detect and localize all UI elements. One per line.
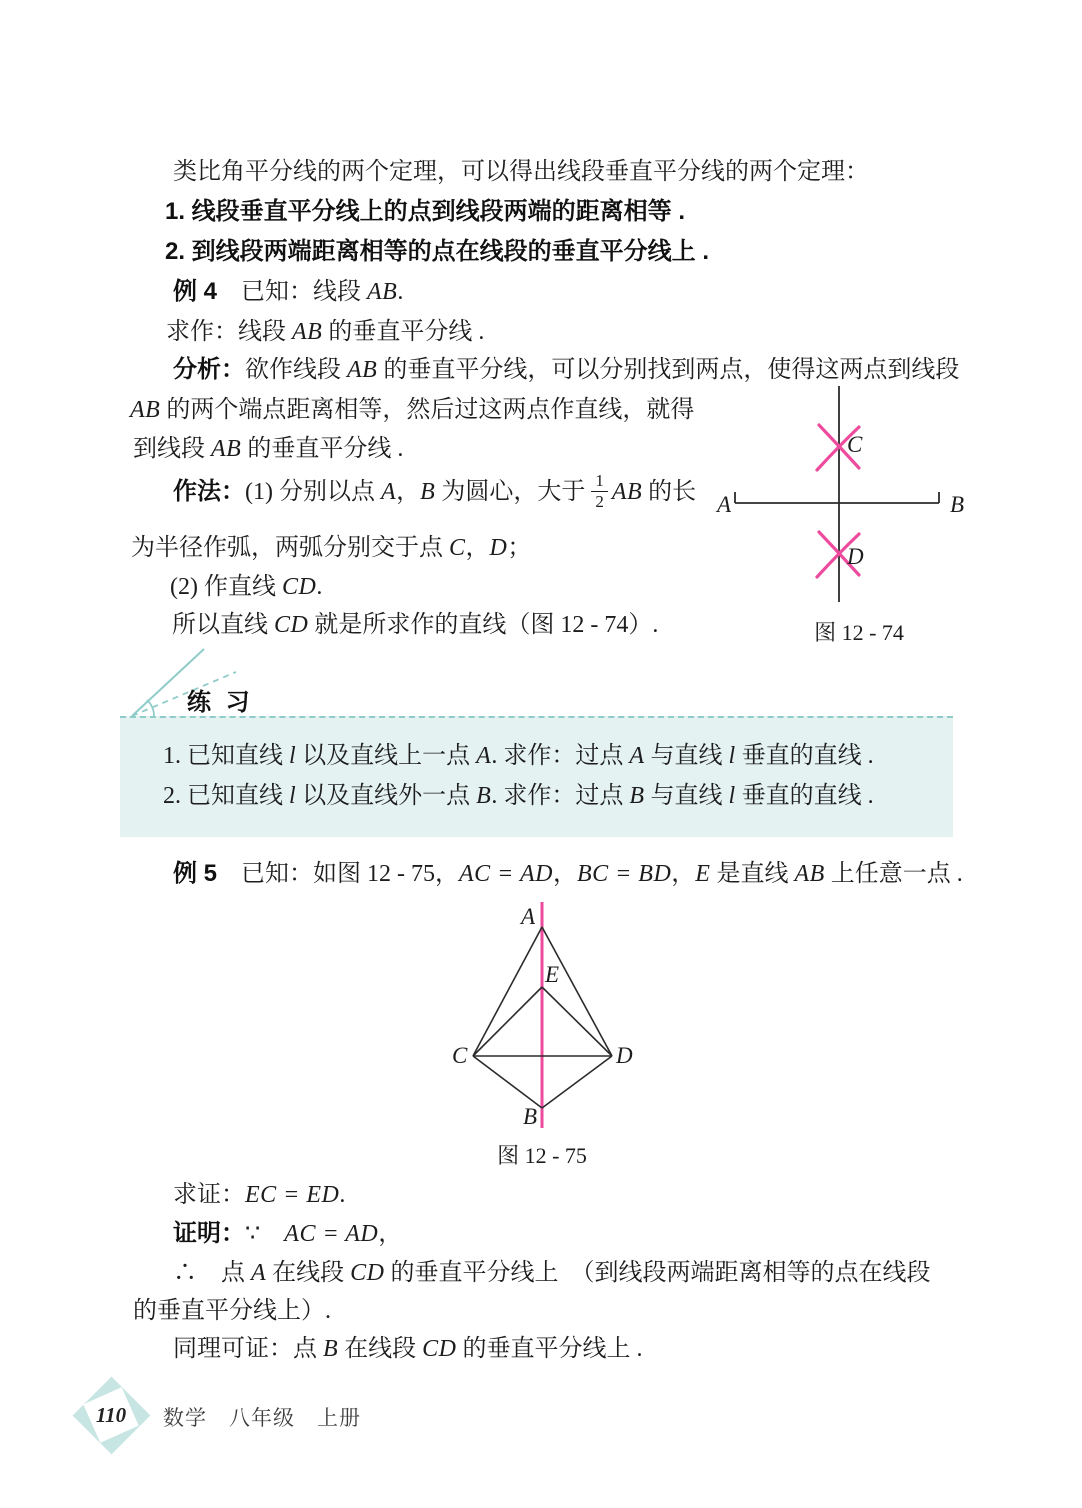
example-label: 例 5: [173, 860, 218, 887]
caption-text: 图 12 - 74: [814, 620, 904, 645]
practice-item-1: [163, 742, 874, 770]
example4-conclusion-line: [172, 611, 658, 639]
text-run: .: [397, 279, 404, 305]
math-run: A: [476, 743, 492, 769]
text-run: ，: [465, 535, 490, 561]
point-label-a: A: [521, 904, 536, 929]
text-run: 类比角平分线的两个定理，可以得出线段垂直平分线的两个定理：: [173, 159, 869, 185]
math-run: C: [449, 535, 466, 561]
text-run: 欲作线段: [245, 357, 347, 383]
example4-analysis-line2: [130, 396, 694, 424]
text-run: 在线段: [266, 1260, 351, 1286]
point-label-c: C: [452, 1043, 468, 1068]
caption-text: 图 12 - 75: [497, 1143, 587, 1168]
text-run: ，: [396, 478, 421, 505]
edge-ed: [542, 987, 612, 1056]
text-run: (2) 作直线: [170, 574, 282, 600]
math-run: CD: [274, 612, 309, 638]
text-run: ，: [671, 861, 696, 887]
math-run: A: [251, 1260, 267, 1286]
math-run: l: [728, 743, 736, 769]
math-run: CD: [281, 574, 317, 600]
text-run: (1) 分别以点: [245, 478, 381, 505]
text-run: 是直线: [710, 861, 795, 887]
text-run: .: [316, 574, 323, 600]
point-label-e: E: [545, 962, 560, 987]
text-run: 求作：线段: [166, 319, 292, 345]
figure-12-74: [713, 380, 978, 612]
text-run: 的垂直平分线上 （到线段两端距离相等的点在线段: [384, 1260, 931, 1286]
text-run: 同理可证：点: [173, 1336, 323, 1362]
text-run: 练 习: [187, 689, 254, 716]
math-run: AB: [292, 319, 323, 345]
point-label-d: D: [616, 1043, 633, 1068]
text-run: 2. 到线段两端距离相等的点在线段的垂直平分线上 .: [165, 238, 710, 265]
point-label-a: A: [717, 492, 732, 517]
text-run: 的长: [642, 478, 697, 505]
point-label-b: B: [523, 1104, 538, 1129]
example4-method-line2: [131, 534, 531, 562]
text-run: 为半径作弧，两弧分别交于点: [131, 535, 449, 561]
text-run: 已知：如图 12 - 75，: [217, 861, 460, 887]
proof-claim-line: [173, 1181, 345, 1209]
text-run: .: [339, 1182, 346, 1208]
figure-12-75: [395, 898, 695, 1136]
math-run: EC = ED: [245, 1182, 340, 1208]
text-run: ，: [378, 1221, 403, 1247]
math-run: B: [629, 783, 645, 809]
math-run: AC = AD: [284, 1221, 379, 1247]
practice-box: [120, 716, 953, 837]
text-run: 与直线: [644, 783, 729, 809]
proof-label: 证明：: [173, 1220, 245, 1247]
math-run: B: [323, 1336, 339, 1362]
math-run: E: [695, 861, 711, 887]
math-run: l: [728, 783, 736, 809]
text-run: . 求作：过点: [491, 743, 630, 769]
fraction-denominator: 2: [595, 491, 604, 511]
analysis-label: 分析：: [173, 356, 245, 383]
math-run: B: [420, 478, 436, 505]
example4-given-line: [173, 278, 403, 306]
math-run: AB: [611, 478, 643, 505]
example-label: 例 4: [173, 278, 218, 305]
math-run: l: [289, 783, 297, 809]
edge-bd: [542, 1056, 612, 1108]
intro-line: [173, 158, 869, 186]
text-run: 垂直的直线 .: [735, 783, 874, 809]
text-run: 就是所求作的直线（图 12 - 74）.: [308, 612, 659, 638]
math-run: CD: [350, 1260, 385, 1286]
proof-because-line: [173, 1220, 402, 1248]
math-run: D: [489, 535, 508, 561]
text-run: 1. 已知直线: [163, 743, 289, 769]
math-run: AC = AD: [459, 861, 553, 887]
practice-item-2: [163, 782, 874, 810]
text-run: 所以直线: [172, 612, 274, 638]
point-label-b: B: [950, 492, 965, 517]
text-run: 垂直的直线 .: [735, 743, 874, 769]
text-run: 的垂直平分线 .: [322, 319, 485, 345]
text-run: 在线段: [338, 1336, 423, 1362]
math-run: BC = BD: [576, 861, 672, 887]
theorem-1: [165, 198, 685, 226]
fraction-one-half: [591, 472, 608, 511]
point-label-c: C: [847, 432, 863, 457]
text-run: 为圆心，大于: [435, 478, 586, 505]
edge-cb: [473, 1056, 542, 1108]
text-run: 1. 线段垂直平分线上的点到线段两端的距离相等 .: [165, 198, 686, 225]
edge-ad: [542, 927, 612, 1056]
page-number: 110: [95, 1403, 127, 1427]
math-run: AB: [794, 861, 825, 887]
text-run: ；: [507, 535, 532, 561]
math-run: B: [476, 783, 492, 809]
math-run: l: [289, 743, 297, 769]
text-run: 数学 八年级 上册: [163, 1407, 361, 1430]
figure-12-74-caption: [789, 616, 929, 647]
proof-therefore-line: [173, 1259, 931, 1287]
theorem-2: [165, 238, 709, 266]
math-run: AB: [347, 357, 378, 383]
therefore-symbol: ∴: [173, 1260, 221, 1286]
text-run: 上任意一点 .: [824, 861, 963, 887]
text-run: 与直线: [644, 743, 729, 769]
text-run: 的两个端点距离相等，然后过这两点作直线，就得: [160, 397, 695, 423]
edge-ec: [473, 987, 542, 1056]
point-label-d: D: [847, 544, 864, 569]
text-run: 的垂直平分线，可以分别找到两点，使得这两点到线段: [377, 357, 960, 383]
text-run: 已知：线段: [217, 279, 368, 305]
text-run: 以及直线上一点: [296, 743, 477, 769]
text-run: 点: [221, 1260, 251, 1286]
fraction-numerator: 1: [591, 472, 608, 492]
math-run: CD: [422, 1336, 457, 1362]
proof-continuation-line: [133, 1297, 331, 1325]
text-run: 以及直线外一点: [296, 783, 477, 809]
because-symbol: ∵: [245, 1221, 285, 1247]
text-run: 的垂直平分线 .: [241, 436, 404, 462]
example5-given-line: [173, 860, 963, 888]
method-label: 作法：: [173, 477, 245, 505]
example4-method-line1: [173, 471, 697, 513]
book-title: [163, 1402, 361, 1432]
edge-ac: [473, 927, 542, 1056]
text-run: ，: [552, 861, 577, 887]
math-run: AB: [367, 279, 398, 305]
math-run: A: [629, 743, 645, 769]
math-run: A: [380, 478, 397, 505]
math-run: AB: [130, 397, 161, 423]
text-run: 到线段: [133, 436, 211, 462]
proof-similarly-line: [173, 1335, 643, 1363]
text-run: 求证：: [173, 1182, 245, 1208]
figure-12-75-caption: [472, 1139, 612, 1170]
practice-title: [187, 682, 254, 717]
text-run: 的垂直平分线上 .: [456, 1336, 643, 1362]
example4-task-line: [166, 318, 484, 346]
example4-analysis-line3: [133, 435, 403, 463]
text-run: 2. 已知直线: [163, 783, 289, 809]
math-run: AB: [211, 436, 242, 462]
text-run: 的垂直平分线上）.: [133, 1298, 331, 1324]
example4-method-line3: [170, 573, 322, 601]
page-number-badge: [72, 1376, 150, 1454]
text-run: . 求作：过点: [491, 783, 630, 809]
